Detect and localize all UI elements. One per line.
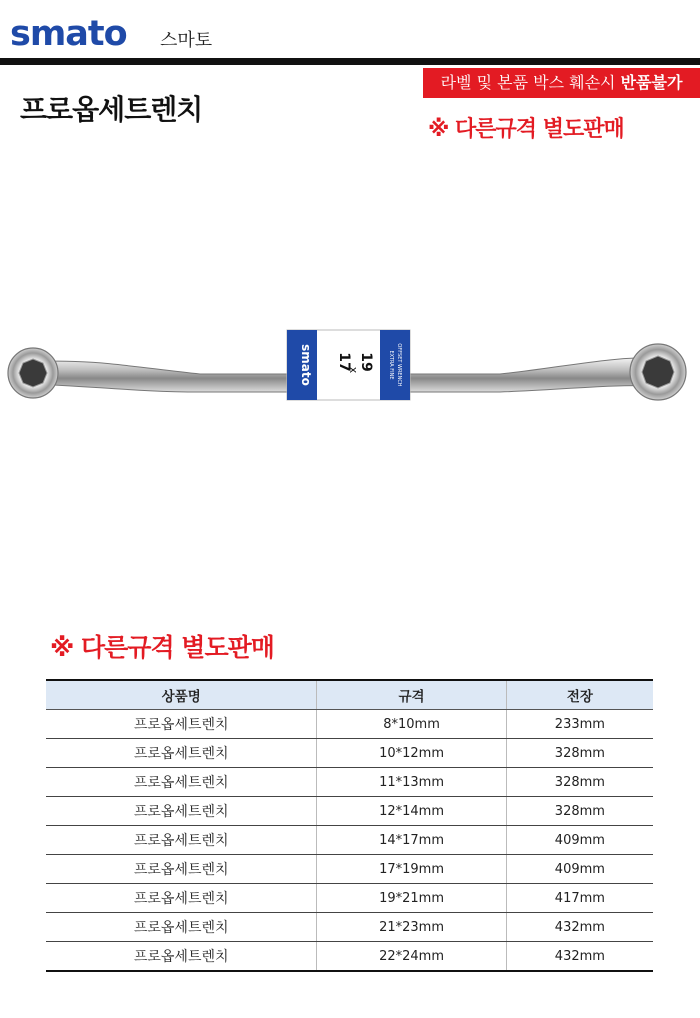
table-row: [46, 826, 653, 855]
wrench-label-desc-2: OFFSET WRENCH: [396, 343, 402, 387]
table-row: [46, 855, 653, 884]
cell-size: 22*24mm: [317, 942, 506, 972]
cell-size: 14*17mm: [317, 826, 506, 855]
brand-logo: smato: [10, 14, 127, 54]
table-row: [46, 710, 653, 739]
return-policy-badge: [423, 68, 700, 98]
cell-length: 328mm: [506, 797, 653, 826]
header-product-name: 상품명: [46, 680, 317, 710]
cell-size: 10*12mm: [317, 739, 506, 768]
cell-length: 409mm: [506, 826, 653, 855]
wrench-label-desc-1: EXTRA FINE: [388, 350, 394, 380]
cell-length: 328mm: [506, 768, 653, 797]
cell-length: 432mm: [506, 913, 653, 942]
table-row: [46, 942, 653, 972]
cell-length: 417mm: [506, 884, 653, 913]
cell-size: 19*21mm: [317, 884, 506, 913]
cell-length: 432mm: [506, 942, 653, 972]
cell-size: 12*14mm: [317, 797, 506, 826]
wrench-label-blue-right: [380, 330, 410, 400]
spec-table: [46, 679, 653, 972]
cell-size: 8*10mm: [317, 710, 506, 739]
header-length: 전장: [506, 680, 653, 710]
cell-product-name: 프로옵세트렌치: [46, 826, 317, 855]
return-policy-emphasis: 반품불가: [620, 73, 683, 92]
cell-product-name: 프로옵세트렌치: [46, 913, 317, 942]
cell-size: 11*13mm: [317, 768, 506, 797]
header-divider: [0, 58, 700, 65]
cell-product-name: 프로옵세트렌치: [46, 768, 317, 797]
product-image: [0, 300, 700, 440]
cell-product-name: 프로옵세트렌치: [46, 884, 317, 913]
cell-product-name: 프로옵세트렌치: [46, 855, 317, 884]
header-size: 규격: [317, 680, 506, 710]
page-header: [0, 0, 700, 66]
cell-length: 233mm: [506, 710, 653, 739]
product-title: 프로옵세트렌치: [20, 93, 203, 126]
cell-size: 21*23mm: [317, 913, 506, 942]
cell-length: 409mm: [506, 855, 653, 884]
table-row: [46, 913, 653, 942]
sold-separately-notice: ※ 다른규격 별도판매: [50, 633, 274, 662]
wrench-label-size-x: x: [347, 366, 360, 374]
wrench-label-size-1: 17: [336, 352, 352, 372]
cell-product-name: 프로옵세트렌치: [46, 797, 317, 826]
table-row: [46, 797, 653, 826]
return-policy-text: 라벨 및 본품 박스 훼손시: [440, 73, 621, 92]
wrench-hole-right: [642, 356, 674, 388]
wrench-label-size-2: 19: [358, 352, 374, 372]
sold-separately-notice-top: ※ 다른규격 별도판매: [428, 117, 624, 142]
cell-length: 328mm: [506, 739, 653, 768]
wrench-label-brand: smato: [299, 344, 313, 386]
table-row: [46, 884, 653, 913]
cell-product-name: 프로옵세트렌치: [46, 739, 317, 768]
cell-product-name: 프로옵세트렌치: [46, 942, 317, 972]
wrench-hole-left: [19, 359, 47, 387]
brand-korean-name: 스마토: [160, 30, 213, 51]
cell-product-name: 프로옵세트렌치: [46, 710, 317, 739]
cell-size: 17*19mm: [317, 855, 506, 884]
spec-table-header-row: [46, 680, 653, 710]
table-row: [46, 739, 653, 768]
table-row: [46, 768, 653, 797]
